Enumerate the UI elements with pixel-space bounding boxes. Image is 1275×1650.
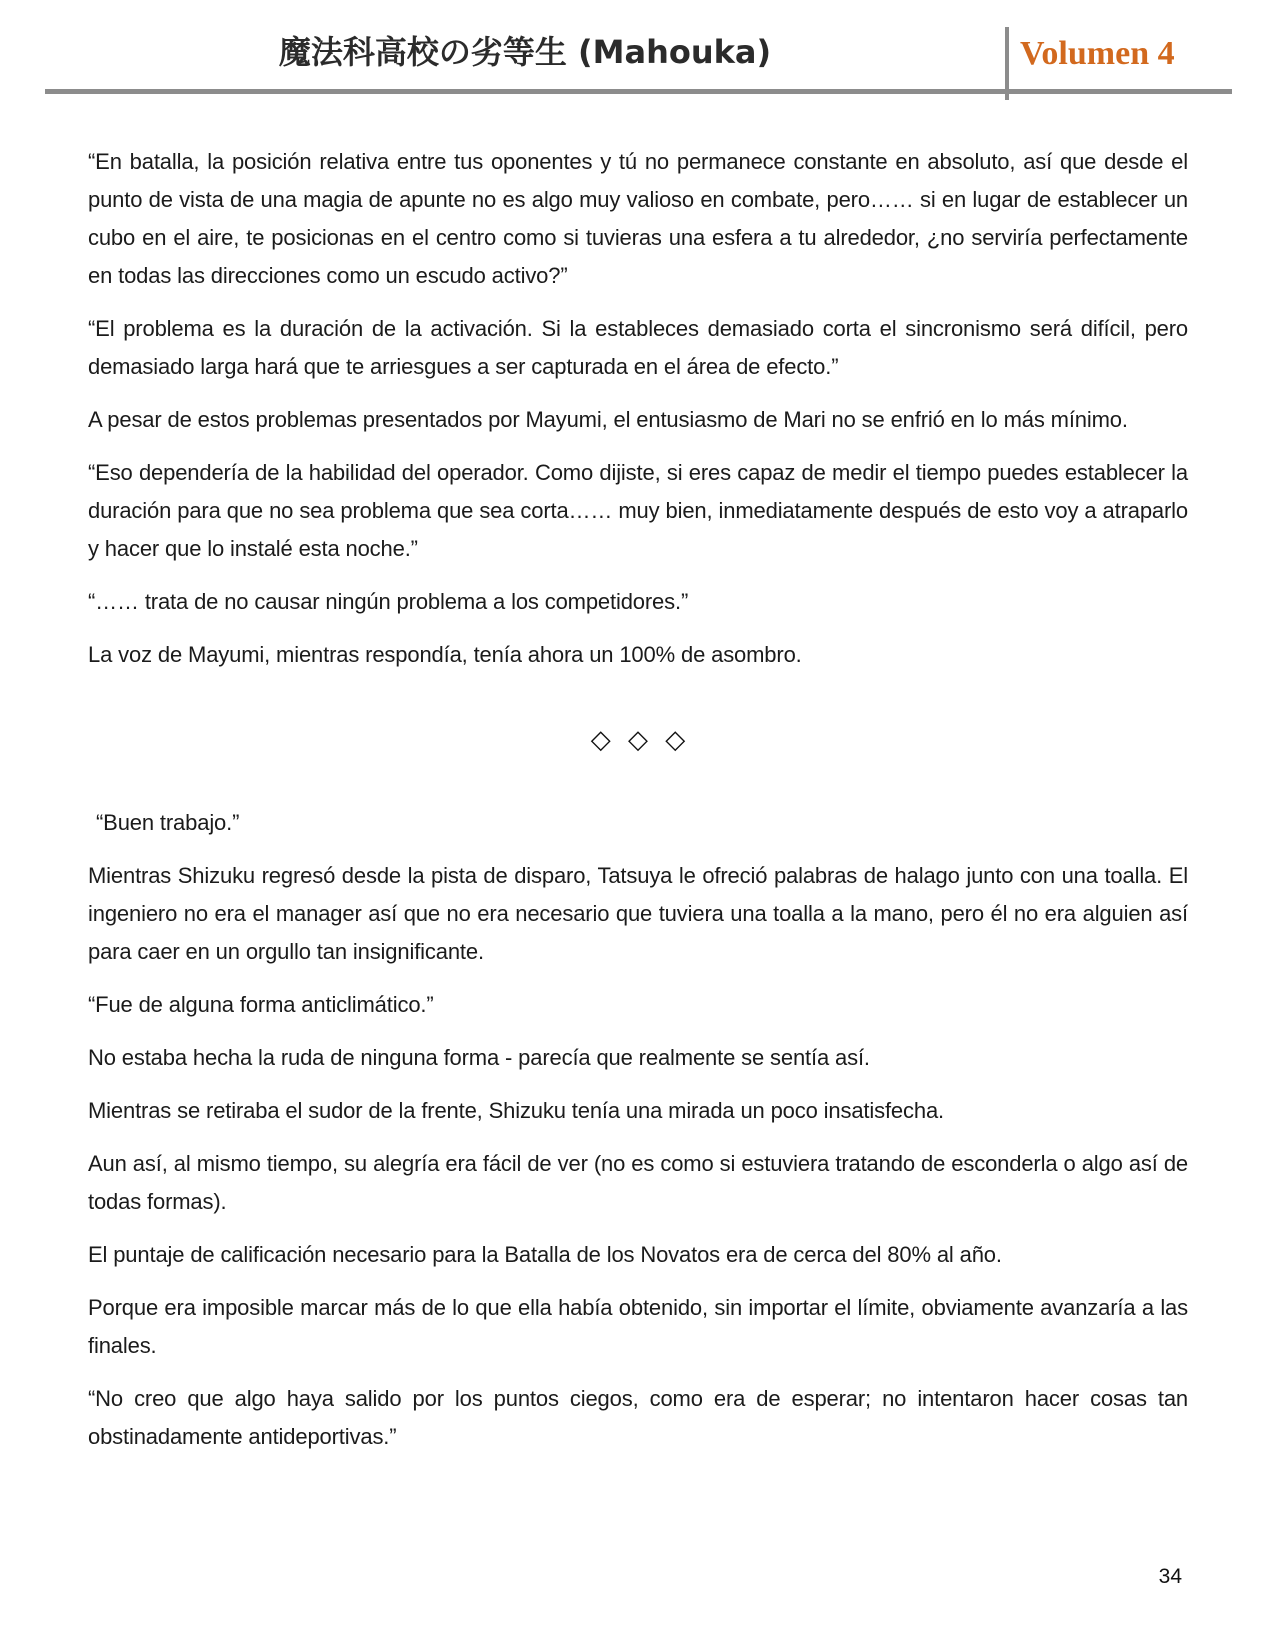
paragraph-dialogue: “Fue de alguna forma anticlimático.” [88,992,434,1017]
volume-label: Volumen 4 [1020,35,1175,72]
paragraph-narration: Porque era imposible marcar más de lo que ella había obtenido, sin importar el límite, obviamente avanzaría a las finales. [88,1295,1188,1358]
paragraph-narration: Aun así, al mismo tiempo, su alegría era fácil de ver (no es como si estuviera tratando de esconderla o algo así de todas formas). [88,1151,1188,1214]
paragraph-narration: La voz de Mayumi, mientras respondía, tenía ahora un 100% de asombro. [88,642,802,667]
paragraph-dialogue: “Eso dependería de la habilidad del operador. Como dijiste, si eres capaz de medir el tiempo puedes establecer la duración para que no sea problema que sea corta…… muy bien, inmediatamente después de esto voy a atraparlo y hacer que lo instalé esta noche.” [88,460,1188,561]
paragraph-dialogue: “…… trata de no causar ningún problema a los competidores.” [88,589,689,614]
header-horizontal-rule [45,89,1232,94]
paragraph-dialogue: “El problema es la duración de la activación. Si la estableces demasiado corta el sincronismo será difícil, pero demasiado larga hará que te arriesgues a ser capturada en el área de efecto.” [88,316,1188,379]
paragraph-narration: Mientras se retiraba el sudor de la frente, Shizuku tenía una mirada un poco insatisfecha. [88,1098,944,1123]
paragraph-narration: Mientras Shizuku regresó desde la pista de disparo, Tatsuya le ofreció palabras de halago junto con una toalla. El ingeniero no era el manager así que no era necesario que tuviera una toalla a la mano, pero él no era alguien así para caer en un orgullo tan insignificante. [88,863,1188,964]
scene-break-separator: ◇ ◇ ◇ [590,724,686,754]
paragraph-narration: A pesar de estos problemas presentados por Mayumi, el entusiasmo de Mari no se enfrió en lo más mínimo. [88,407,1128,432]
page-body [88,143,1188,1471]
paragraph-narration: No estaba hecha la ruda de ninguna forma - parecía que realmente se sentía así. [88,1045,870,1070]
paragraph-narration: El puntaje de calificación necesario para la Batalla de los Novatos era de cerca del 80% al año. [88,1242,1002,1267]
paragraph-dialogue: “En batalla, la posición relativa entre tus oponentes y tú no permanece constante en absoluto, así que desde el punto de vista de una magia de apunte no es algo muy valioso en combate, pero…… si en lugar de establecer un cubo en el aire, te posicionas en el centro como si tuvieras una esfera a tu alrededor, ¿no serviría perfectamente en todas las direcciones como un escudo activo?” [88,149,1188,288]
page-title: 魔法科高校の劣等生 (Mahouka) [278,33,772,71]
paragraph-dialogue: “Buen trabajo.” [96,810,240,835]
page-number: 34 [1158,1565,1182,1588]
paragraph-dialogue: “No creo que algo haya salido por los puntos ciegos, como era de esperar; no intentaron hacer cosas tan obstinadamente antideportivas.” [88,1386,1188,1449]
